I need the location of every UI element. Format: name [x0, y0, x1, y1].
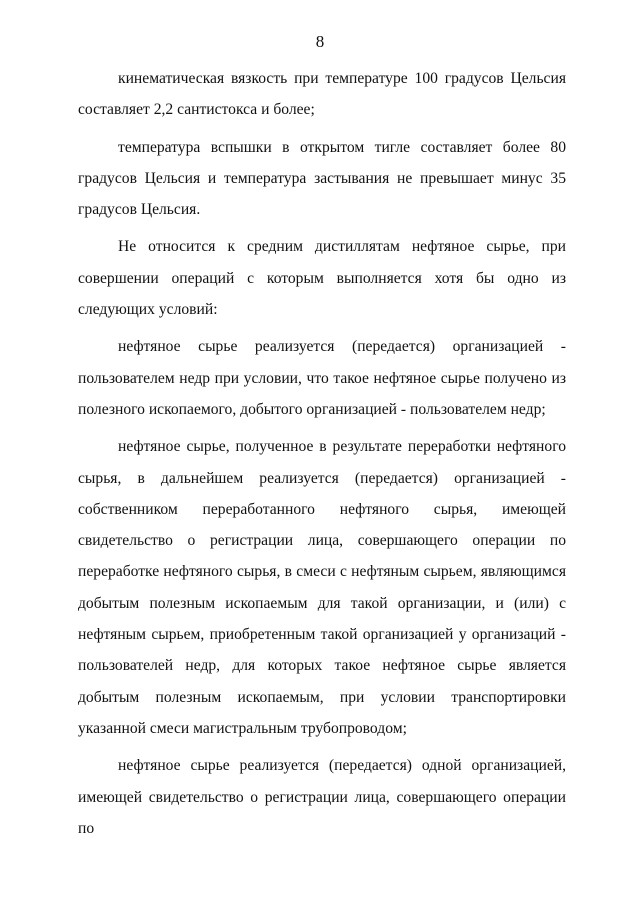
paragraph-flash-point: температура вспышки в открытом тигле составляет более 80 градусов Цельсия и температура застывания не превышает минус 35 градусов Цельсия.: [78, 138, 566, 219]
page-number: 8: [315, 32, 325, 51]
document-body: [78, 63, 566, 850]
paragraph-condition-subsoil-user: нефтяное сырье реализуется (передается) организацией - пользователем недр при условии, что такое нефтяное сырье получено из полезного ископаемого, добытого организацией - пользователем недр;: [78, 338, 566, 418]
paragraph-condition-mixture: нефтяное сырье, полученное в результате переработки нефтяного сырья, в дальнейшем реализуется (передается) организацией - собственником переработанного нефтяного сырья, имеющей свидетельство о регистрации лица, совершающего операции по переработке нефтяного сырья, в смеси с нефтяным сырьем, являющимся добытым полезным ископаемым для такой организации, и (или) с нефтяным сырьем, приобретенным такой организацией у организаций - пользователей недр, для которых такое нефтяное сырье является добытым полезным ископаемым, при условии транспортировки указанной смеси магистральным трубопроводом;: [78, 438, 566, 737]
paragraph-condition-single-organization: нефтяное сырье реализуется (передается) одной организацией, имеющей свидетельство о регистрации лица, совершающего операции по: [78, 757, 566, 837]
paragraph-viscosity: кинематическая вязкость при температуре 100 градусов Цельсия составляет 2,2 сантистокса и более;: [78, 70, 566, 119]
paragraph-exclusions-intro: Не относится к средним дистиллятам нефтяное сырье, при совершении операций с которым выполняется хотя бы одно из следующих условий:: [78, 238, 566, 319]
